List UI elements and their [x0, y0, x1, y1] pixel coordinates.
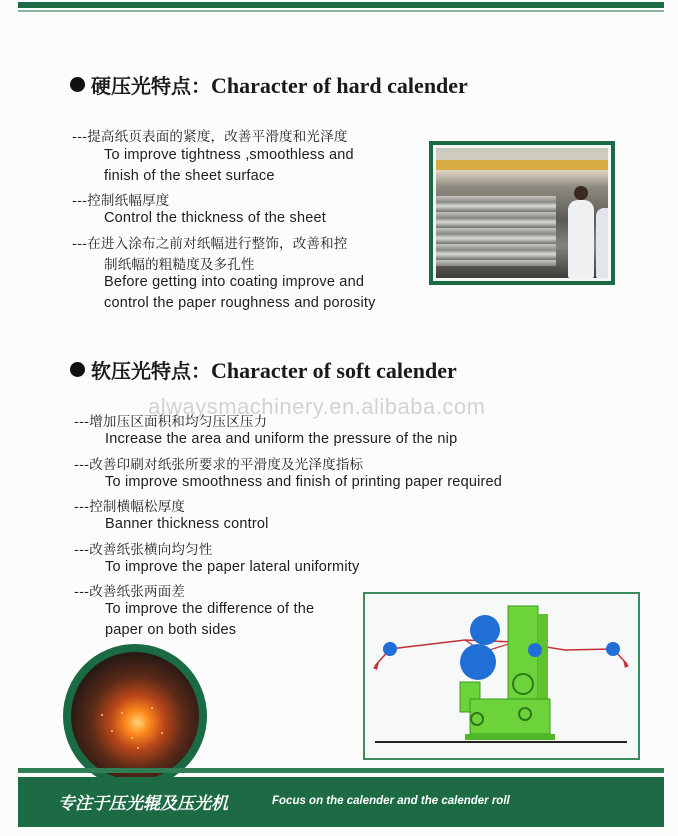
hard-line: 制纸幅的粗糙度及多孔性 [104, 257, 255, 273]
soft-line: ---改善纸张横向均匀性 [74, 542, 213, 558]
footer-slogan-en: Focus on the calender and the calender roll [272, 795, 510, 807]
soft-line: To improve the paper lateral uniformity [105, 559, 360, 575]
soft-line: Banner thickness control [105, 516, 269, 532]
paper-path [375, 640, 627, 666]
soft-calender-diagram [363, 592, 640, 760]
hard-calender-heading [70, 70, 468, 99]
lower-roll [460, 644, 496, 680]
arrow-right-icon [623, 660, 629, 668]
sparks-photo [63, 644, 207, 788]
hard-line: ---在进入涂布之前对纸幅进行整饰，改善和控 [72, 236, 348, 252]
worker-figure [596, 208, 608, 278]
soft-line: ---改善纸张两面差 [74, 584, 186, 600]
hard-line: finish of the sheet surface [104, 168, 275, 184]
arrow-left-icon [373, 662, 379, 670]
hard-line: To improve tightness ,smoothless and [104, 147, 354, 163]
hard-line: control the paper roughness and porosity [104, 295, 376, 311]
soft-line: ---改善印刷对纸张所要求的平滑度及光泽度指标 [74, 457, 364, 473]
bullet-icon [70, 77, 85, 92]
footer-stripe [18, 768, 664, 773]
footer-slogan-cn: 专注于压光辊及压光机 [58, 794, 228, 814]
soft-heading-en: Character of soft calender [211, 358, 457, 383]
soft-heading-cn: 软压光特点： [91, 359, 211, 383]
soft-line: To improve smoothness and finish of printing paper required [105, 474, 503, 490]
guide-roll-right [606, 642, 620, 656]
top-green-bar [18, 2, 664, 8]
soft-line: ---增加压区面积和均匀压区压力 [74, 414, 268, 430]
soft-line: paper on both sides [105, 622, 237, 638]
hard-heading-cn: 硬压光特点： [91, 74, 211, 98]
soft-calender-heading [70, 355, 457, 384]
bullet-icon [70, 362, 85, 377]
machine-side [538, 614, 548, 704]
guide-roll-middle [528, 643, 542, 657]
hard-heading-en: Character of hard calender [211, 73, 468, 98]
watermark: alwaysmachinery.en.alibaba.com [148, 394, 486, 419]
top-thin-bar [18, 10, 664, 12]
worker-figure [568, 200, 594, 278]
guide-roll-left [383, 642, 397, 656]
soft-line: To improve the difference of the [105, 601, 315, 617]
hard-line: Before getting into coating improve and [104, 274, 365, 290]
soft-line: Increase the area and uniform the pressure of the nip [105, 431, 458, 447]
hard-line: ---控制纸幅厚度 [72, 193, 170, 209]
hard-line: ---提高纸页表面的紧度，改善平滑度和光泽度 [72, 129, 348, 145]
machine-foot [465, 734, 555, 740]
soft-line: ---控制横幅松厚度 [74, 499, 186, 515]
railing [436, 160, 608, 170]
hard-line: Control the thickness of the sheet [104, 210, 327, 226]
hard-calender-photo [429, 141, 615, 285]
calender-roll-image [436, 196, 556, 266]
calender-machine-svg [365, 594, 638, 758]
upper-roll [470, 615, 500, 645]
